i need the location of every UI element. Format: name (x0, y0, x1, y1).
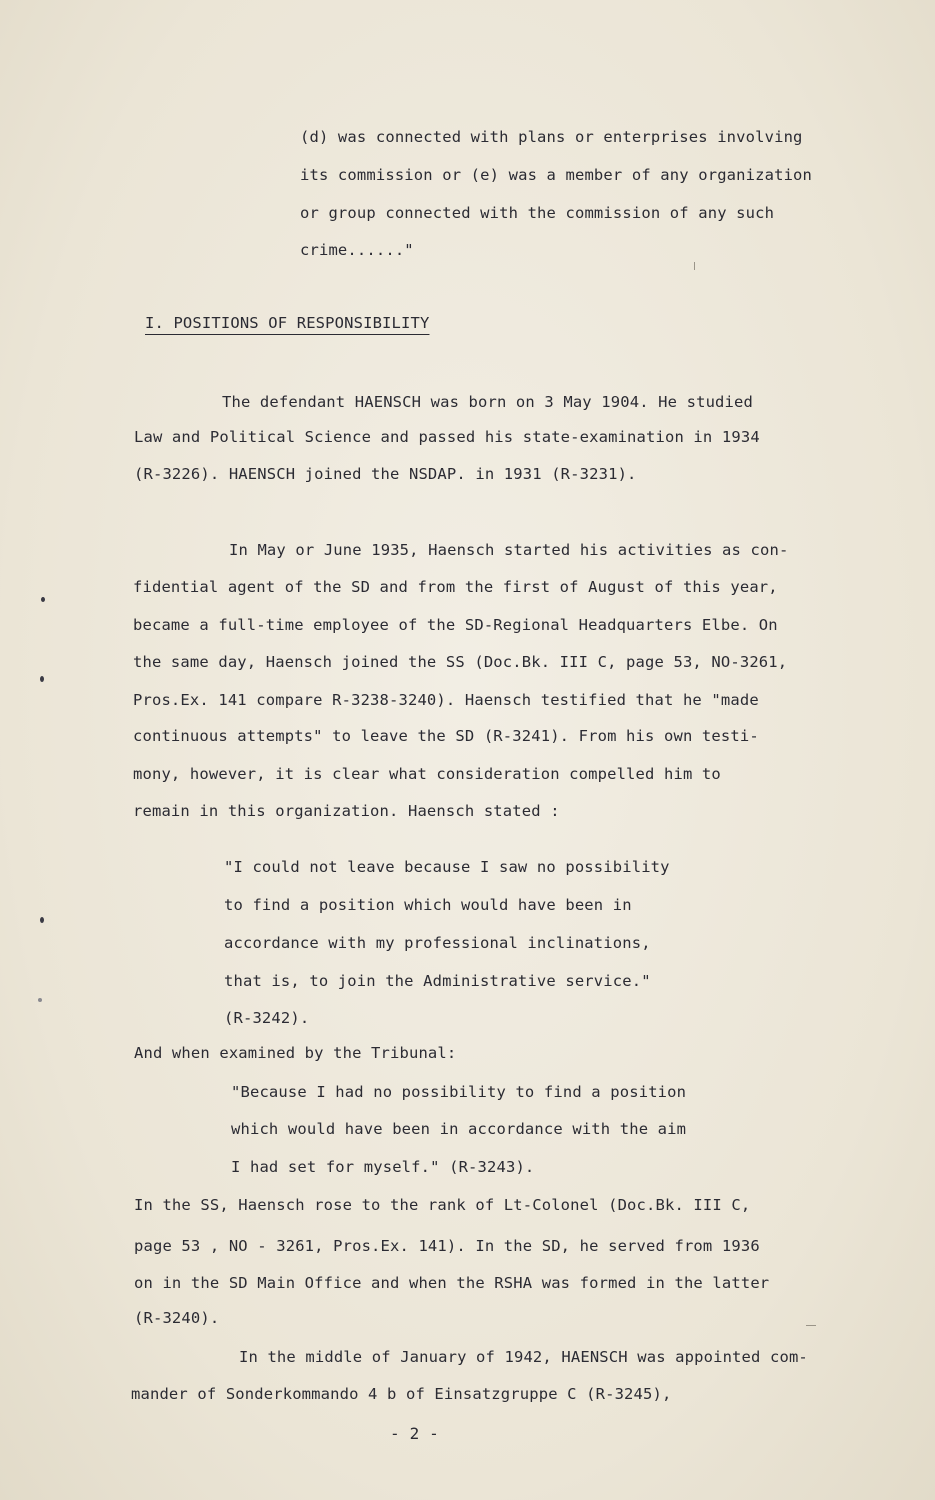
scan-speck (41, 597, 45, 602)
text-line: remain in this organization. Haensch stated : (133, 802, 560, 820)
section-heading: I. POSITIONS OF RESPONSIBILITY (145, 314, 430, 332)
text-line: page 53 , NO - 3261, Pros.Ex. 141). In the SD, he served from 1936 (134, 1237, 760, 1255)
text-line: (R-3240). (134, 1309, 220, 1327)
text-line: to find a position which would have been in (224, 896, 632, 914)
text-line: In the middle of January of 1942, HAENSCH was appointed com- (239, 1348, 808, 1366)
scan-mark (806, 1325, 816, 1326)
text-line: became a full-time employee of the SD-Regional Headquarters Elbe. On (133, 616, 778, 634)
text-line: accordance with my professional inclinations, (224, 934, 651, 952)
text-line: "Because I had no possibility to find a position (231, 1083, 687, 1101)
page-number: - 2 - (390, 1424, 439, 1443)
scan-speck (38, 998, 42, 1002)
tribunal-intro: And when examined by the Tribunal: (134, 1044, 457, 1062)
text-line: mander of Sonderkommando 4 b of Einsatzgruppe C (R-3245), (131, 1385, 672, 1403)
text-line: continuous attempts" to leave the SD (R-3241). From his own testi- (133, 727, 759, 745)
text-line: (d) was connected with plans or enterprises involving (300, 128, 803, 146)
text-line: Pros.Ex. 141 compare R-3238-3240). Haensch testified that he "made (133, 691, 759, 709)
text-line: the same day, Haensch joined the SS (Doc.Bk. III C, page 53, NO-3261, (133, 653, 788, 671)
text-line: that is, to join the Administrative service." (224, 972, 651, 990)
text-line: I had set for myself." (R-3243). (231, 1158, 535, 1176)
text-line: which would have been in accordance with the aim (231, 1120, 687, 1138)
text-line: mony, however, it is clear what consideration compelled him to (133, 765, 721, 783)
text-line: In the SS, Haensch rose to the rank of Lt-Colonel (Doc.Bk. III C, (134, 1196, 751, 1214)
text-line: The defendant HAENSCH was born on 3 May 1904. He studied (222, 393, 753, 411)
scan-mark (694, 262, 695, 270)
text-line: In May or June 1935, Haensch started his activities as con- (229, 541, 789, 559)
text-line: "I could not leave because I saw no possibility (224, 858, 670, 876)
text-line: or group connected with the commission of any such (300, 204, 775, 222)
text-line: its commission or (e) was a member of any organization (300, 166, 813, 184)
text-line: (R-3242). (224, 1009, 310, 1027)
text-line: Law and Political Science and passed his state-examination in 1934 (134, 428, 760, 446)
text-line: fidential agent of the SD and from the first of August of this year, (133, 578, 778, 596)
text-line: (R-3226). HAENSCH joined the NSDAP. in 1931 (R-3231). (134, 465, 637, 483)
text-line: crime......" (300, 241, 414, 259)
scan-speck (40, 676, 44, 682)
text-line: on in the SD Main Office and when the RSHA was formed in the latter (134, 1274, 770, 1292)
scan-speck (40, 917, 44, 923)
